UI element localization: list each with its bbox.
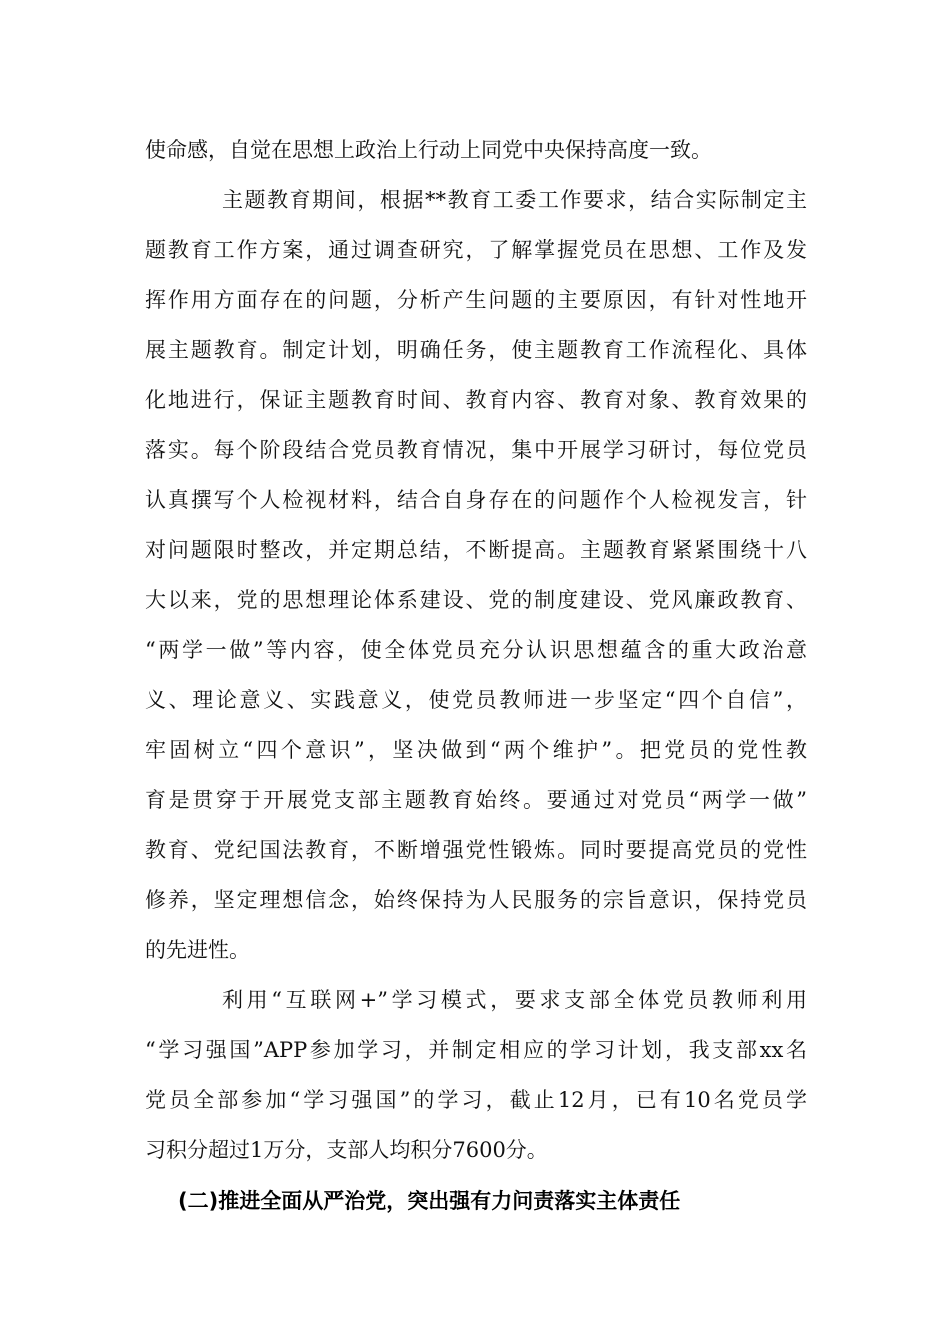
paragraph-line: 利用“互联网+”学习模式，要求支部全体党员教师利用 [222,988,807,1012]
paragraph-line: 义、理论意义、实践意义，使党员教师进一步坚定“四个自信”， [145,688,807,712]
section-heading: (二)推进全面从严治党，突出强有力问责落实主体责任 [178,1189,681,1213]
paragraph-line: 对问题限时整改，并定期总结，不断提高。主题教育紧紧围绕十八 [145,538,807,562]
paragraph-line: 认真撰写个人检视材料，结合自身存在的问题作个人检视发言，针 [145,488,807,512]
paragraph-line: 落实。每个阶段结合党员教育情况，集中开展学习研讨，每位党员 [145,438,807,462]
paragraph-line: 教育、党纪国法教育，不断增强党性锻炼。同时要提高党员的党性 [145,838,807,862]
paragraph-line: 修养，坚定理想信念，始终保持为人民服务的宗旨意识，保持党员 [145,888,807,912]
paragraph-line: “学习强国”APP参加学习，并制定相应的学习计划，我支部xx名 [145,1038,807,1062]
paragraph-line: 题教育工作方案，通过调查研究，了解掌握党员在思想、工作及发 [145,238,807,262]
paragraph-line: 育是贯穿于开展党支部主题教育始终。要通过对党员“两学一做” [145,788,807,812]
paragraph-line: “两学一做”等内容，使全体党员充分认识思想蕴含的重大政治意 [145,638,807,662]
paragraph-line: 化地进行，保证主题教育时间、教育内容、教育对象、教育效果的 [145,388,807,412]
paragraph-line: 使命感，自觉在思想上政治上行动上同党中央保持高度一致。 [145,138,712,162]
paragraph-line: 习积分超过1万分，支部人均积分7600分。 [145,1138,548,1162]
paragraph-line: 挥作用方面存在的问题，分析产生问题的主要原因，有针对性地开 [145,288,807,312]
paragraph-line: 牢固树立“四个意识”，坚决做到“两个维护”。把党员的党性教 [145,738,807,762]
paragraph-line: 主题教育期间，根据**教育工委工作要求，结合实际制定主 [222,188,807,212]
paragraph-line: 展主题教育。制定计划，明确任务，使主题教育工作流程化、具体 [145,338,807,362]
paragraph-line: 党员全部参加“学习强国”的学习，截止12月，已有10名党员学 [145,1088,807,1112]
paragraph-line: 的先进性。 [145,938,250,962]
paragraph-line: 大以来，党的思想理论体系建设、党的制度建设、党风廉政教育、 [145,588,807,612]
